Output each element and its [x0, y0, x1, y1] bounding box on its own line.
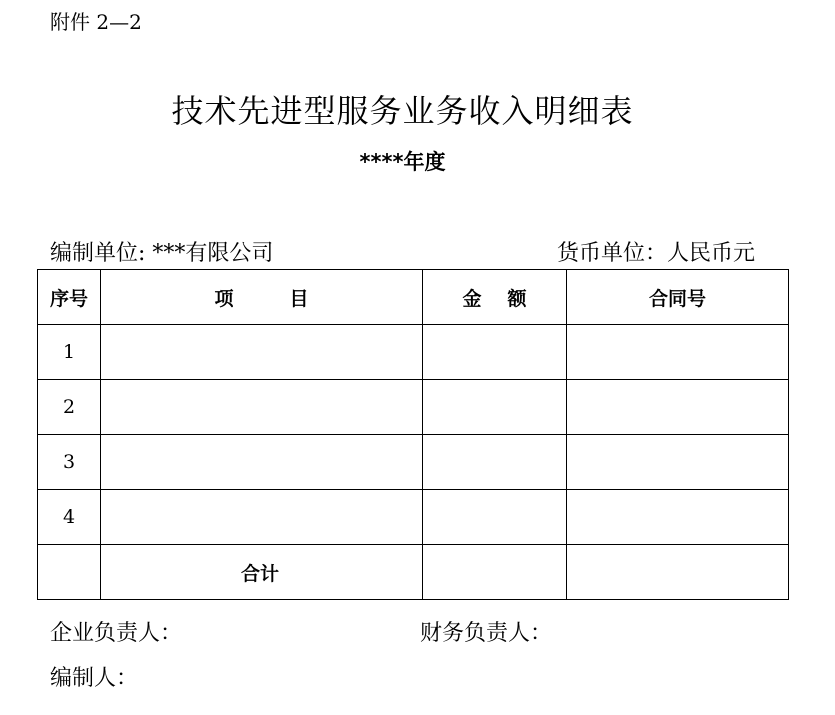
currency-unit: 货币单位：人民币元	[556, 241, 755, 266]
header-serial-no: 序号	[38, 270, 101, 325]
table-row	[38, 325, 789, 380]
row-amount-cell	[423, 380, 567, 435]
row-contract-cell	[567, 435, 789, 490]
finance-head-label: 财务负责人：	[420, 621, 553, 646]
row-contract-cell	[567, 490, 789, 545]
row-amount-cell	[423, 325, 567, 380]
total-contract-cell	[567, 545, 789, 600]
row-amount-cell	[423, 435, 567, 490]
header-amount: 金额	[423, 270, 567, 325]
row-item-cell	[101, 490, 423, 545]
attachment-label: 附件 2—2	[50, 10, 142, 34]
table-row	[38, 490, 789, 545]
row-item-cell	[101, 325, 423, 380]
total-row	[38, 545, 789, 600]
row-contract-cell	[567, 380, 789, 435]
table-row	[38, 380, 789, 435]
total-serial-cell	[38, 545, 101, 600]
total-amount-cell	[423, 545, 567, 600]
header-item: 项目	[101, 270, 423, 325]
row-serial-no: 3	[38, 435, 101, 490]
row-serial-no: 2	[38, 380, 101, 435]
row-serial-no: 4	[38, 490, 101, 545]
year-subtitle: ****年度	[359, 150, 446, 174]
table-header-row	[38, 270, 789, 325]
enterprise-head-label: 企业负责人：	[50, 621, 183, 646]
page-title: 技术先进型服务业务收入明细表	[171, 92, 634, 130]
total-label: 合计	[101, 545, 423, 600]
table-row	[38, 435, 789, 490]
row-amount-cell	[423, 490, 567, 545]
row-item-cell	[101, 435, 423, 490]
preparer-label: 编制人：	[50, 666, 139, 691]
income-detail-table	[37, 269, 789, 600]
row-serial-no: 1	[38, 325, 101, 380]
prepared-unit: 编制单位: ***有限公司	[50, 241, 274, 266]
header-contract-no: 合同号	[567, 270, 789, 325]
row-item-cell	[101, 380, 423, 435]
row-contract-cell	[567, 325, 789, 380]
